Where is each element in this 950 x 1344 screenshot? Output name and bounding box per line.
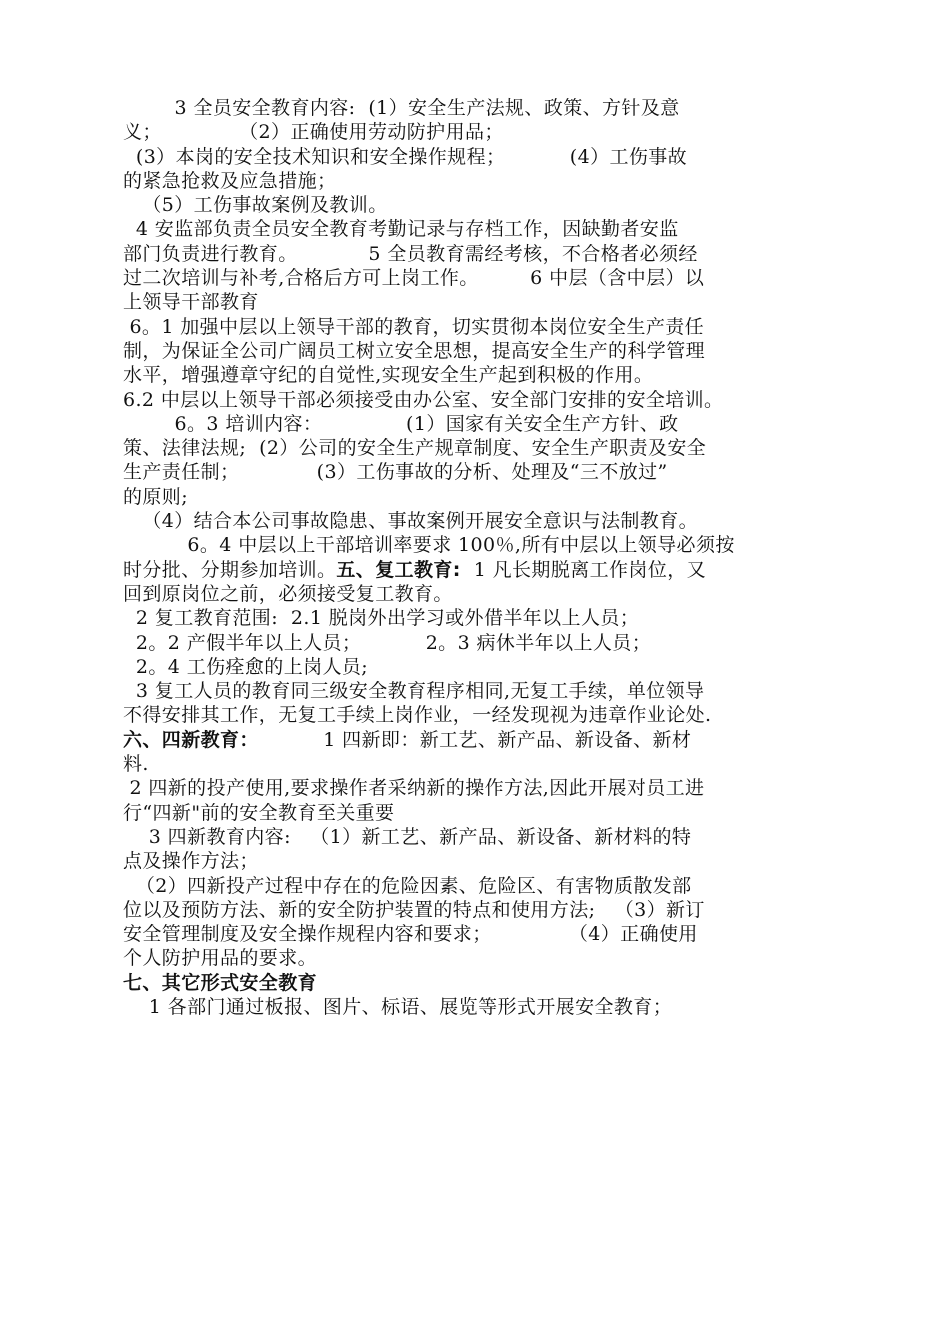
text-line (123, 728, 839, 752)
text-line: 6。1 加强中层以上领导干部的教育，切实贯彻本岗位安全生产责任 (123, 315, 705, 338)
text-line: 过二次培训与补考,合格后方可上岗工作。 6 中层（含中层）以 (123, 267, 705, 290)
text-line: 回到原岗位之前，必须接受复工教育。 (123, 582, 453, 605)
text-line: 6。4 中层以上干部培训率要求 100％,所有中层以上领导必须按 (123, 534, 735, 557)
text-line: 2。4 工伤痊愈的上岗人员; (123, 655, 369, 678)
text-line: 1 各部门通过板报、图片、标语、展览等形式开展安全教育； (123, 995, 673, 1018)
text-fragment: 时分批、分期参加培训。 (123, 558, 337, 581)
text-line: （4）结合本公司事故隐患、事故案例开展安全意识与法制教育。 (123, 510, 699, 533)
text-line: 的原则; (123, 485, 189, 508)
text-line: 2。2 产假半年以上人员； 2。3 病休半年以上人员； (123, 631, 652, 654)
text-line: 3 复工人员的教育同三级安全教育程序相同,无复工手续，单位领导 (123, 680, 705, 703)
text-line: 点及操作方法； (123, 850, 259, 873)
text-line: 部门负责进行教育。 5 全员教育需经考核，不合格者必须经 (123, 242, 698, 265)
text-fragment: 1 四新即：新工艺、新产品、新设备、新材 (258, 728, 692, 751)
text-line: 2 四新的投产使用,要求操作者采纳新的操作方法,因此开展对员工进 (123, 777, 705, 800)
text-line: 不得安排其工作，无复工手续上岗作业，一经发现视为违章作业论处. (123, 704, 712, 727)
text-line: 上领导干部教育 (123, 291, 259, 314)
text-line: 行“四新"前的安全教育至关重要 (123, 801, 395, 824)
text-line: 4 安监部负责全员安全教育考勤记录与存档工作，因缺勤者安监 (123, 218, 679, 241)
text-line: 料. (123, 753, 149, 776)
text-line: 义； （2）正确使用劳动防护用品； (123, 121, 504, 144)
section-heading-four-new: 六、四新教育： (123, 728, 259, 751)
text-line: 生产责任制； (3）工伤事故的分析、处理及“三不放过” (123, 461, 668, 484)
text-line: (3）本岗的安全技术知识和安全操作规程； (4）工伤事故 (123, 145, 688, 168)
text-line: 策、法律法规; (2）公司的安全生产规章制度、安全生产职责及安全 (123, 437, 707, 460)
text-line: 6.2 中层以上领导干部必须接受由办公室、安全部门安排的安全培训。 (123, 388, 724, 411)
text-line (123, 558, 839, 582)
text-line: 3 四新教育内容: （1）新工艺、新产品、新设备、新材料的特 (123, 825, 692, 848)
text-line: （5）工伤事故案例及教训。 (123, 194, 388, 217)
text-line: 制，为保证全公司广阔员工树立安全思想，提高安全生产的科学管理 (123, 339, 706, 362)
text-line: 个人防护用品的要求。 (123, 947, 318, 970)
text-fragment: 1 凡长期脱离工作岗位，又 (460, 558, 707, 581)
text-line: 3 全员安全教育内容: (1）安全生产法规、政策、方针及意 (123, 97, 680, 119)
section-heading-other-forms: 七、其它形式安全教育 (123, 971, 318, 994)
text-line: 2 复工教育范围: 2.1 脱岗外出学习或外借半年以上人员； (123, 607, 640, 630)
text-line: 位以及预防方法、新的安全防护装置的特点和使用方法; （3）新订 (123, 898, 705, 921)
text-line: 水平，增强遵章守纪的自觉性,实现安全生产起到积极的作用。 (123, 364, 654, 387)
text-line: 的紧急抢救及应急措施； (123, 169, 337, 192)
text-line: 6。3 培训内容： (1）国家有关安全生产方针、政 (123, 412, 679, 435)
text-line: 安全管理制度及安全操作规程内容和要求； （4）正确使用 (123, 923, 698, 946)
document-body (123, 96, 839, 1019)
text-line: （2）四新投产过程中存在的危险因素、危险区、有害物质散发部 (123, 874, 692, 897)
section-heading-resume-work: 五、复工教育: (336, 558, 461, 581)
